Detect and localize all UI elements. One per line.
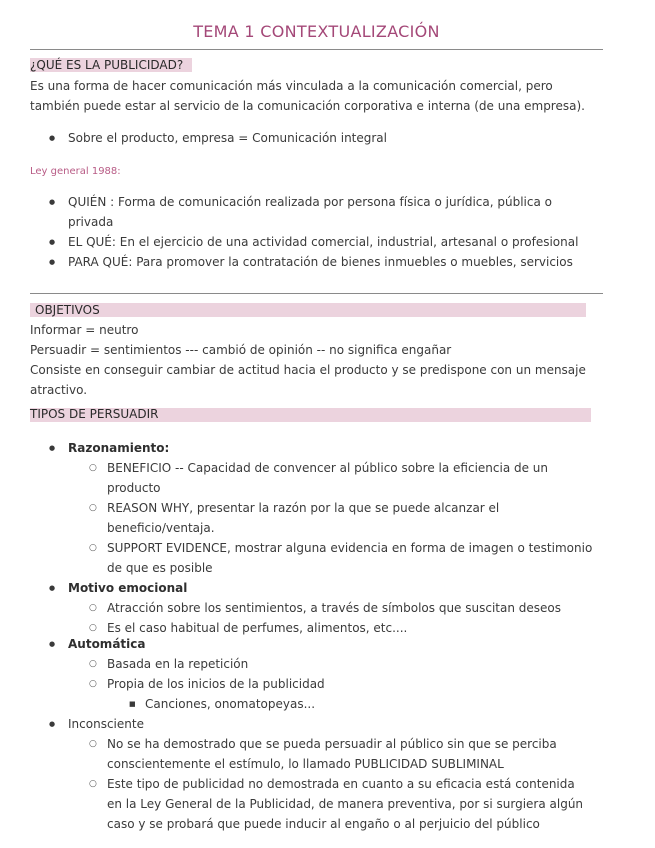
- list-item-inconsciente: ● Inconsciente: [30, 714, 583, 734]
- page-title: TEMA 1 CONTEXTUALIZACIÓN: [193, 22, 440, 41]
- section-heading-tipos: TIPOS DE PERSUADIR: [30, 407, 159, 421]
- list-text: de que es posible: [107, 561, 213, 575]
- bullet-list: [30, 128, 387, 148]
- list-item-emocional: ● Motivo emocional: [30, 578, 592, 598]
- sub-list-item: [30, 458, 592, 498]
- law-label: Ley general 1988:: [30, 166, 121, 177]
- list-text: conscientemente el estímulo, lo llamado PUBLICIDAD SUBLIMINAL: [107, 757, 504, 771]
- text-line: Persuadir = sentimientos --- cambió de opinión -- no significa engañar: [30, 343, 452, 357]
- list-text: REASON WHY, presentar la razón por la que se puede alcanzar el: [107, 501, 500, 515]
- list-text: caso y se probará que puede inducir al engaño o al perjuicio del público: [107, 817, 540, 831]
- list-item-automatica: ● Automática: [30, 634, 583, 654]
- divider: [30, 49, 603, 50]
- list-text: No se ha demostrado que se pueda persuadir al público sin que se perciba: [107, 737, 557, 751]
- paragraph-line: Es una forma de hacer comunicación más vinculada a la comunicación comercial, pero: [30, 79, 553, 93]
- text-line: Consiste en conseguir cambiar de actitud hacia el producto y se predispone con un mensaje: [30, 363, 586, 377]
- list-text: QUIÉN : Forma de comunicación realizada por persona física o jurídica, pública o: [68, 195, 552, 209]
- list-item: ● Sobre el producto, empresa = Comunicación integral: [30, 128, 387, 148]
- sub-list-item: [30, 734, 583, 774]
- persuasion-types-list: [30, 438, 592, 638]
- section-heading-que-es: ¿QUÉ ES LA PUBLICIDAD?: [30, 58, 184, 72]
- sub-list-item: ○ Propia de los inicios de la publicidad: [30, 674, 583, 694]
- list-item-razonamiento: ● Razonamiento:: [30, 438, 592, 458]
- list-text: SUPPORT EVIDENCE, mostrar alguna evidencia en forma de imagen o testimonio: [107, 541, 593, 555]
- list-text: Este tipo de publicidad no demostrada en cuanto a su eficacia está contenida: [107, 777, 575, 791]
- sub-list-item: ○ Atracción sobre los sentimientos, a través de símbolos que suscitan deseos: [30, 598, 592, 618]
- list-text: beneficio/ventaja.: [107, 521, 215, 535]
- text-line: atractivo.: [30, 383, 88, 397]
- bullet-list: [30, 192, 578, 272]
- list-item: ● PARA QUÉ: Para promover la contratación de bienes inmuebles o muebles, servicios: [30, 252, 578, 272]
- sub-list-item: [30, 498, 592, 538]
- sub-list-item: ○ Es el caso habitual de perfumes, alimentos, etc....: [30, 618, 592, 638]
- sub-sub-list-item: ■ Canciones, onomatopeyas...: [30, 694, 583, 714]
- persuasion-types-list-cont: [30, 634, 583, 834]
- list-text: en la Ley General de la Publicidad, de manera preventiva, por si surgiera algún: [107, 797, 584, 811]
- sub-list-item: [30, 538, 592, 578]
- sub-list-item: ○ Basada en la repetición: [30, 654, 583, 674]
- list-text: privada: [68, 215, 114, 229]
- heading-highlight: [30, 303, 586, 317]
- section-heading-objetivos: OBJETIVOS: [35, 303, 100, 317]
- list-item: [30, 192, 578, 232]
- paragraph-line: también puede estar al servicio de la comunicación corporativa e interna (de una empresa).: [30, 99, 585, 113]
- sub-list-item: [30, 774, 583, 834]
- text-line: Informar = neutro: [30, 323, 139, 337]
- list-item: ● EL QUÉ: En el ejercicio de una actividad comercial, industrial, artesanal o profesional: [30, 232, 578, 252]
- list-text: producto: [107, 481, 161, 495]
- list-text: BENEFICIO -- Capacidad de convencer al público sobre la eficiencia de un: [107, 461, 549, 475]
- divider: [30, 293, 603, 294]
